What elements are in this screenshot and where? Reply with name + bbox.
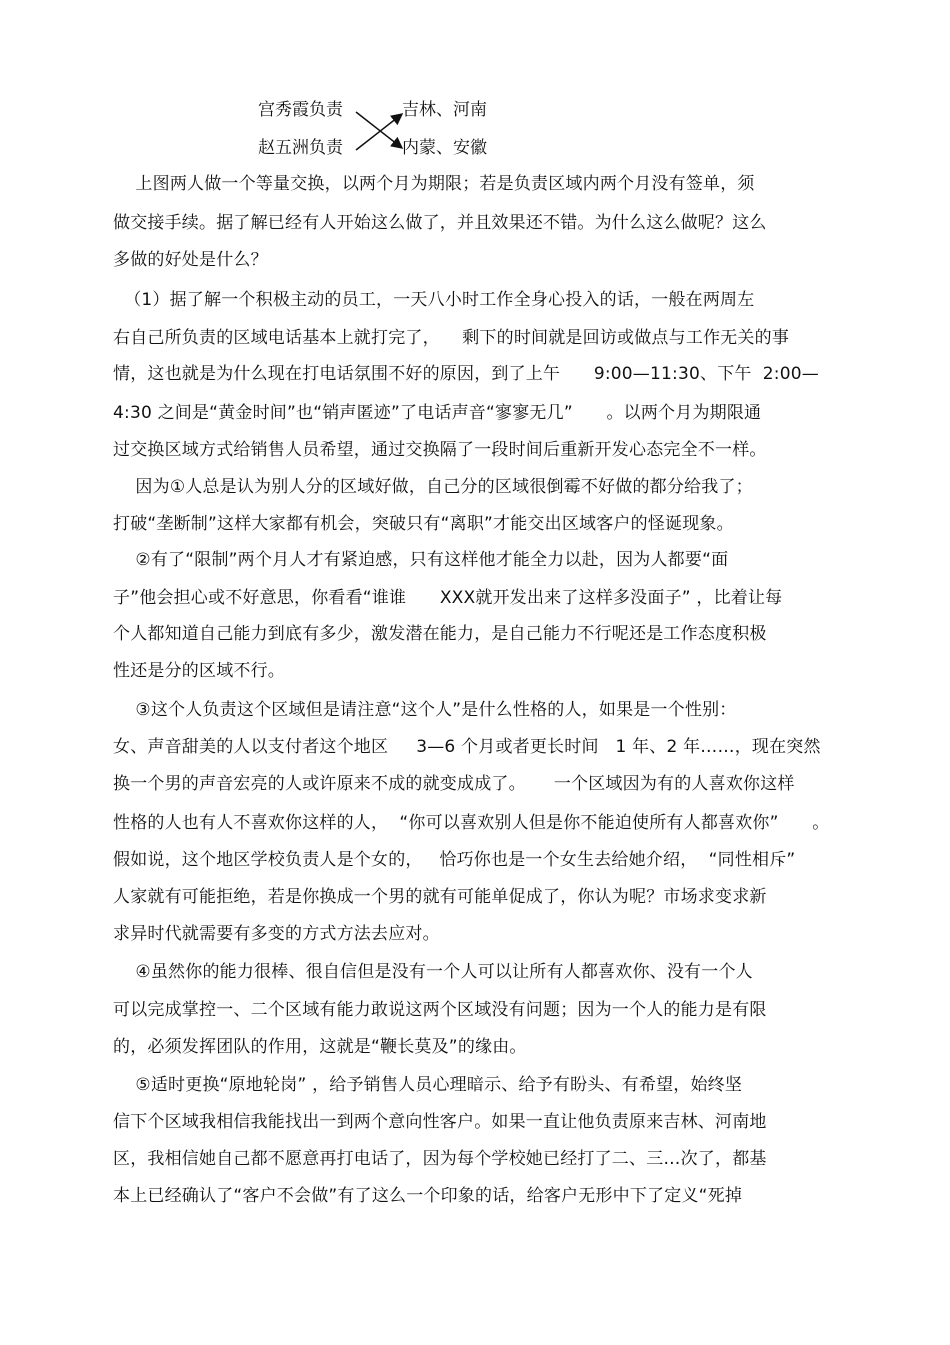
- text-line-7: 4:30 之间是“黄金时间”也“销声匿迹”了电话声音“寥寥无几” 。以两个月为期限通: [113, 403, 762, 423]
- text-line-11: ②有了“限制”两个月人才有紧迫感，只有这样他才能全力以赴，因为人都要“面: [113, 550, 729, 570]
- cross-arrows: [250, 92, 510, 164]
- text-line-23: 可以完成掌控一、二个区域有能力敢说这两个区域没有问题；因为一个人的能力是有限: [113, 1000, 767, 1020]
- text-line-3: 多做的好处是什么？: [113, 250, 268, 270]
- text-line-26: 信下个区域我相信我能找出一到两个意向性客户。如果一直让他负责原来吉林、河南地: [113, 1112, 767, 1132]
- text-line-15: ③这个人负责这个区域但是请注意“这个人”是什么性格的人，如果是一个性别：: [113, 700, 737, 720]
- text-line-6: 情，这也就是为什么现在打电话氛围不好的原因，到了上午 9:00—11:30、下午 2:00—: [113, 364, 819, 384]
- text-line-20: 人家就有可能拒绝，若是你换成一个男的就有可能单促成了，你认为呢？市场求变求新: [113, 887, 767, 907]
- text-line-16: 女、声音甜美的人以支付者这个地区 3—6 个月或者更长时间 1 年、2 年……，现在突然: [113, 737, 821, 757]
- text-line-17: 换一个男的声音宏亮的人或许原来不成的就变成成了。 一个区域因为有的人喜欢你这样: [113, 774, 795, 794]
- text-line-8: 过交换区域方式给销售人员希望，通过交换隔了一段时间后重新开发心态完全不一样。: [113, 440, 767, 460]
- text-line-5: 右自己所负责的区域电话基本上就打完了， 剩下的时间就是回访或做点与工作无关的事: [113, 328, 790, 348]
- left-name-2: 赵五洲负责: [258, 138, 343, 158]
- text-line-25: ⑤适时更换“原地轮岗” ，给予销售人员心理暗示、给予有盼头、有希望，始终坚: [113, 1075, 743, 1095]
- text-line-22: ④虽然你的能力很棒、很自信但是没有一个人可以让所有人都喜欢你、没有一个人: [113, 962, 753, 982]
- right-region-2: 内蒙、安徽: [402, 138, 487, 158]
- text-line-28: 本上已经确认了“客户不会做”有了这么一个印象的话，给客户无形中下了定义“死掉: [113, 1186, 743, 1206]
- text-line-4: （1）据了解一个积极主动的员工，一天八小时工作全身心投入的话，一般在两周左: [113, 290, 755, 310]
- region-swap-diagram: [250, 92, 510, 164]
- arrow-down-right: [356, 112, 402, 148]
- text-line-13: 个人都知道自己能力到底有多少，激发潜在能力，是自己能力不行呢还是工作态度积极: [113, 624, 767, 644]
- text-line-24: 的，必须发挥团队的作用，这就是“鞭长莫及”的缘由。: [113, 1037, 527, 1057]
- text-line-9: 因为①人总是认为别人分的区域好做，自己分的区域很倒霉不好做的都分给我了；: [113, 477, 753, 497]
- text-line-18: 性格的人也有人不喜欢你这样的人， “你可以喜欢别人但是你不能迫使所有人都喜欢你” 。: [113, 813, 830, 833]
- left-name-1: 宫秀霞负责: [258, 100, 343, 120]
- text-line-14: 性还是分的区域不行。: [113, 661, 285, 681]
- text-line-2: 做交接手续。据了解已经有人开始这么做了，并且效果还不错。为什么这么做呢？这么: [113, 213, 767, 233]
- text-line-10: 打破“垄断制”这样大家都有机会，突破只有“离职”才能交出区域客户的怪诞现象。: [113, 514, 734, 534]
- text-line-27: 区，我相信她自己都不愿意再打电话了，因为每个学校她已经打了二、三…次了，都基: [113, 1149, 767, 1169]
- text-line-21: 求异时代就需要有多变的方式方法去应对。: [113, 924, 440, 944]
- right-region-1: 吉林、河南: [402, 100, 487, 120]
- text-line-1: 上图两人做一个等量交换，以两个月为期限；若是负责区域内两个月没有签单，须: [113, 174, 755, 194]
- text-line-19: 假如说，这个地区学校负责人是个女的， 恰巧你也是一个女生去给她介绍， “同性相斥”: [113, 850, 796, 870]
- text-line-12: 子”他会担心或不好意思，你看看“谁谁 XXX就开发出来了这样多没面子” ，比着让每: [113, 588, 783, 608]
- arrow-up-right: [356, 114, 402, 150]
